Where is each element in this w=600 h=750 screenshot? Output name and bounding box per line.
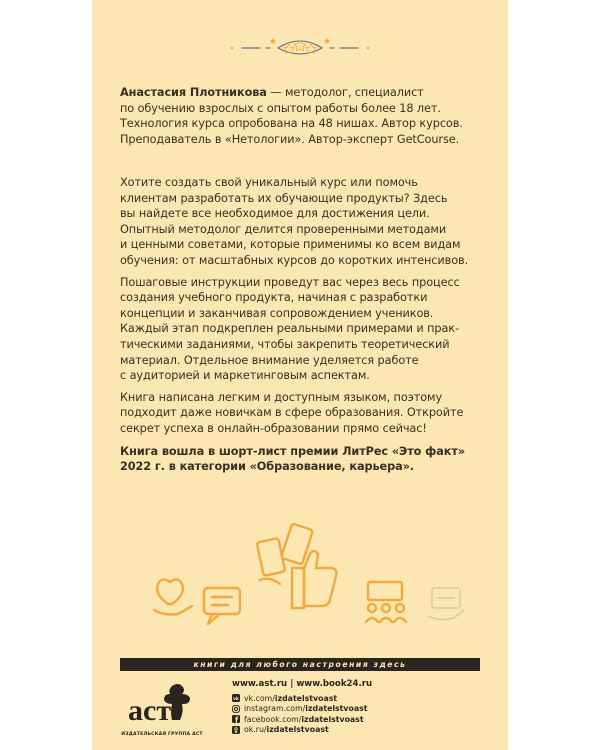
text-line: Хотите создать свой уникальный курс или помочь xyxy=(120,176,418,189)
instagram-icon xyxy=(232,705,240,713)
description-paragraph-2 xyxy=(120,275,482,384)
social-prefix: instagram.com/ xyxy=(244,704,306,714)
bio-line-1-rest: — методолог, специалист xyxy=(266,86,424,99)
text-line: клиентам разработать их обучающие продукты? Здесь xyxy=(120,191,448,205)
text-line: Книга написана легким и доступным языком, поэтому xyxy=(120,390,443,404)
social-prefix: vk.com/ xyxy=(244,693,275,703)
ok-icon xyxy=(232,726,240,734)
text-line: концепции и заканчивая сопровождением учеников. xyxy=(120,306,434,320)
text-line: и ценными советами, которые применимы ко всем видам xyxy=(120,238,461,252)
heart-hand-icon xyxy=(154,579,192,614)
rating-hand-icon xyxy=(428,588,464,620)
chat-icon xyxy=(204,588,240,624)
site-link-book24[interactable]: www.book24.ru xyxy=(296,679,373,689)
social-link-instagram[interactable] xyxy=(232,704,492,715)
award-line-2: 2022 г. в категории «Образование, карьера». xyxy=(120,460,414,474)
site-separator: | xyxy=(290,679,294,689)
svg-text:vk: vk xyxy=(233,697,239,703)
social-handle: izdatelstvoast xyxy=(266,725,329,735)
author-name: Анастасия Плотникова xyxy=(120,86,267,99)
text-line: подходит даже новичкам в сфере образования. Откройте xyxy=(120,406,464,420)
text-line: создания учебного продукта, начиная с разработки xyxy=(120,291,428,305)
description-paragraph-1 xyxy=(120,175,482,269)
award-line-1: Книга вошла в шорт-лист премии ЛитРес «Это факт» xyxy=(120,444,466,458)
social-prefix: ok.ru/ xyxy=(244,725,267,735)
websites xyxy=(232,678,492,690)
social-link-ok[interactable] xyxy=(232,725,492,736)
thumbs-up-icon xyxy=(257,523,337,608)
logo-text: аст xyxy=(128,694,172,727)
publisher-caption: ИЗДАТЕЛЬСКАЯ ГРУППА АСТ xyxy=(121,732,203,737)
text-line: Пошаговые инструкции проведут вас через весь процесс xyxy=(120,275,460,289)
bio-line-2: по обучению взрослых с опытом работы более 18 лет. xyxy=(120,101,441,115)
text-line: Опытный методолог делится проверенными методами xyxy=(120,222,447,236)
stars-ornament xyxy=(92,26,508,66)
facebook-icon xyxy=(232,715,240,723)
text-line: вы найдете все необходимое для достижения цели. xyxy=(120,207,430,221)
author-bio xyxy=(120,85,482,147)
book-back-cover xyxy=(92,0,508,750)
text-line: обучения: от масштабных курсов до коротких интенсивов. xyxy=(120,253,469,267)
award-note xyxy=(120,444,482,475)
social-prefix: facebook.com/ xyxy=(244,714,302,724)
bio-line-3: Технология курса опробована на 48 нишах. Автор курсов. xyxy=(120,117,463,131)
text-line: тическими заданиями, чтобы закрепить теоретический xyxy=(120,337,450,351)
bio-line-4: Преподаватель в «Нетологии». Автор-эксперт GetCourse. xyxy=(120,132,460,146)
text-line: Каждый этап подкреплен реальными примерами и прак- xyxy=(120,322,459,336)
vk-icon xyxy=(232,694,240,702)
contact-links xyxy=(232,678,492,735)
illustration-icons xyxy=(92,510,508,640)
description-paragraph-3 xyxy=(120,390,482,437)
social-handle: izdatelstvoast xyxy=(274,693,338,703)
social-link-vk[interactable] xyxy=(232,693,492,704)
social-link-facebook[interactable] xyxy=(232,714,492,725)
text-line: материал. Отдельное внимание уделяется работе xyxy=(120,353,419,367)
audience-icon xyxy=(366,582,406,622)
social-handle: izdatelstvoast xyxy=(305,704,368,714)
site-link-ast[interactable]: www.ast.ru xyxy=(232,679,288,689)
text-line: секрет успеха в онлайн-образовании прямо сейчас! xyxy=(120,421,427,435)
text-line: с аудиторией и маркетинговым аспектам. xyxy=(120,369,370,383)
tagline-bar: книги для любого настроения здесь xyxy=(120,658,480,671)
social-handle: izdatelstvoast xyxy=(301,714,364,724)
book-description xyxy=(120,175,482,475)
